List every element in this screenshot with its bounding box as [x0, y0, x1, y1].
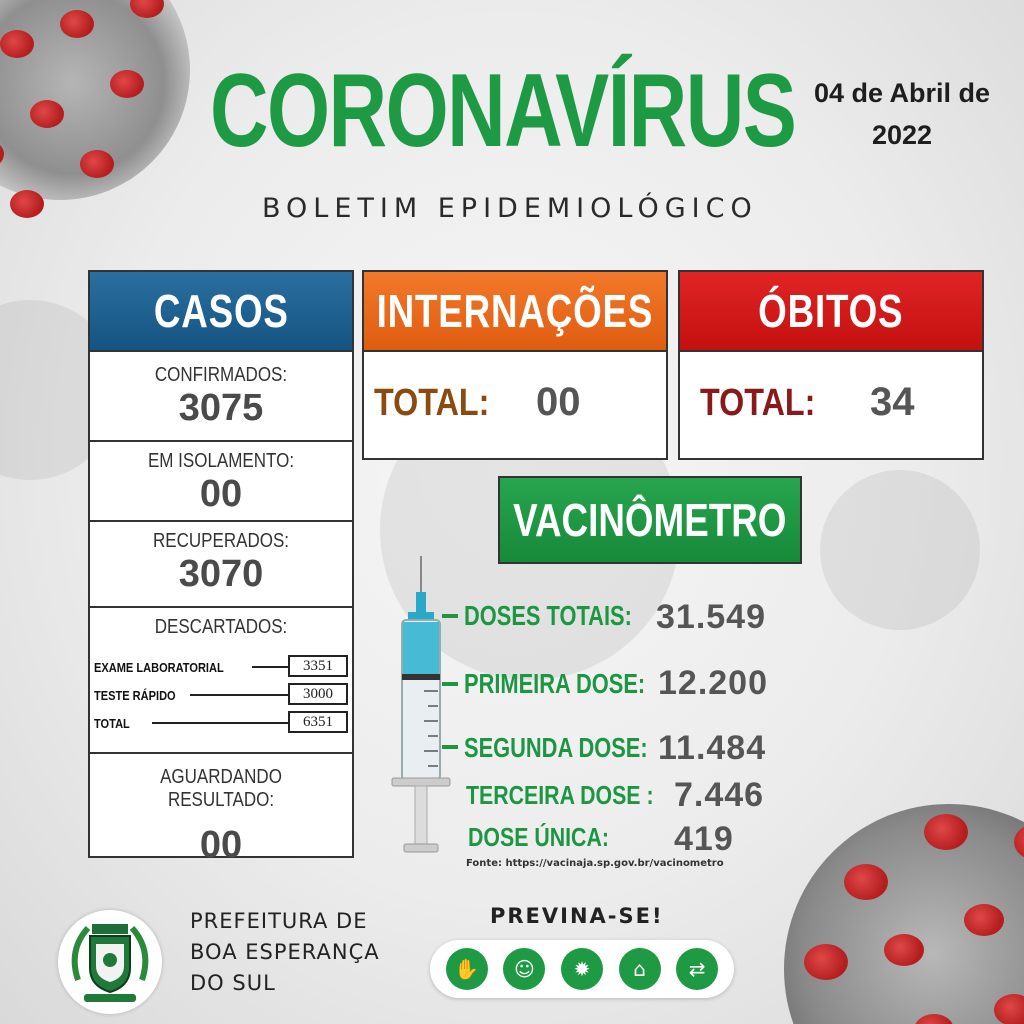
prevention-icons-bar	[430, 940, 734, 998]
deaths-panel	[678, 270, 984, 460]
page-subtitle: BOLETIM EPIDEMIOLÓGICO	[262, 193, 758, 224]
data-source: Fonte: https://vacinaja.sp.gov.br/vacinometro	[466, 858, 724, 869]
syringe-icon	[388, 556, 458, 858]
face-mask-icon: ☺	[503, 948, 545, 990]
recovered-label: RECUPERADOS:	[152, 530, 290, 552]
discarded-row-label: TESTE RÁPIDO	[94, 687, 176, 703]
discarded-cell	[90, 608, 352, 754]
dose-value-first: 12.200	[658, 664, 768, 702]
dose-value-total: 31.549	[656, 598, 766, 636]
isolation-cell	[90, 442, 352, 522]
isolation-value: 00	[199, 473, 243, 515]
dose-value-third: 7.446	[674, 776, 765, 814]
discarded-row-value: 3000	[288, 683, 348, 705]
cases-header	[90, 272, 352, 352]
discarded-row	[94, 684, 190, 706]
leader-line	[252, 666, 288, 668]
hospitalizations-total-value: 00	[536, 380, 581, 424]
discarded-row-value: 6351	[288, 711, 348, 733]
stay-home-icon: ⌂	[619, 948, 661, 990]
dose-value-single: 419	[674, 820, 734, 858]
discarded-row-label: TOTAL	[94, 715, 130, 731]
dose-marker	[442, 745, 458, 749]
discarded-row-value: 3351	[288, 655, 348, 677]
discarded-row	[94, 656, 247, 678]
recovered-cell	[90, 522, 352, 608]
dose-label-second: SEGUNDA DOSE:	[464, 732, 648, 763]
confirmed-cell	[90, 352, 352, 442]
cases-panel	[88, 270, 354, 866]
dose-label-first: PRIMEIRA DOSE:	[464, 668, 646, 699]
dose-marker	[442, 614, 458, 618]
confirmed-label: CONFIRMADOS:	[154, 364, 288, 386]
cases-heading: CASOS	[153, 285, 289, 337]
awaiting-value: 00	[199, 824, 243, 866]
hospitalizations-heading: INTERNAÇÕES	[376, 285, 654, 337]
social-distance-icon: ⇄	[676, 948, 718, 990]
city-hall-name	[190, 906, 380, 999]
awaiting-cell	[90, 754, 352, 866]
deaths-total-value: 34	[870, 380, 915, 424]
deaths-total-label: TOTAL:	[700, 382, 816, 424]
dose-label-third: TERCEIRA DOSE :	[466, 780, 654, 810]
dose-value-second: 11.484	[658, 729, 767, 767]
dose-label-total: DOSES TOTAIS:	[464, 600, 632, 631]
leader-line	[152, 722, 288, 724]
confirmed-value: 3075	[178, 387, 264, 429]
city-hall-line: PREFEITURA DE	[190, 909, 368, 933]
dose-marker	[442, 682, 458, 686]
recovered-value: 3070	[178, 553, 264, 595]
hospitalizations-total-row	[364, 352, 666, 458]
vaccinometer-heading: VACINÔMETRO	[513, 494, 787, 546]
virus-illustration-top-left	[0, 0, 190, 200]
hospitalizations-panel	[362, 270, 668, 460]
discarded-row-label: EXAME LABORATORIAL	[94, 659, 224, 675]
virus-illustration-bottom-right	[784, 804, 1024, 1024]
deaths-header	[680, 272, 982, 352]
vaccinometer-header	[498, 476, 802, 564]
background-virus-shape	[820, 470, 980, 630]
hand-washing-icon: ✋	[446, 948, 488, 990]
prevention-title: PREVINA-SE!	[490, 904, 664, 928]
city-hall-line: DO SUL	[190, 971, 276, 995]
page-title: CORONAVÍRUS	[210, 53, 796, 169]
bulletin-date: 04 de Abril de 2022	[813, 78, 991, 150]
discarded-row	[94, 712, 136, 734]
isolation-label: EM ISOLAMENTO:	[147, 450, 295, 472]
deaths-heading: ÓBITOS	[758, 285, 904, 337]
leader-line	[190, 694, 288, 696]
virus-icon: ✹	[561, 948, 603, 990]
city-coat-of-arms-logo	[58, 910, 162, 1014]
hospitalizations-header	[364, 272, 666, 352]
discarded-label: DESCARTADOS:	[154, 616, 288, 638]
dose-label-single: DOSE ÚNICA:	[468, 822, 609, 852]
awaiting-label: AGUARDANDO RESULTADO:	[160, 766, 282, 811]
hospitalizations-total-label: TOTAL:	[374, 382, 490, 424]
deaths-total-row	[680, 352, 982, 458]
city-hall-line: BOA ESPERANÇA	[190, 940, 380, 964]
